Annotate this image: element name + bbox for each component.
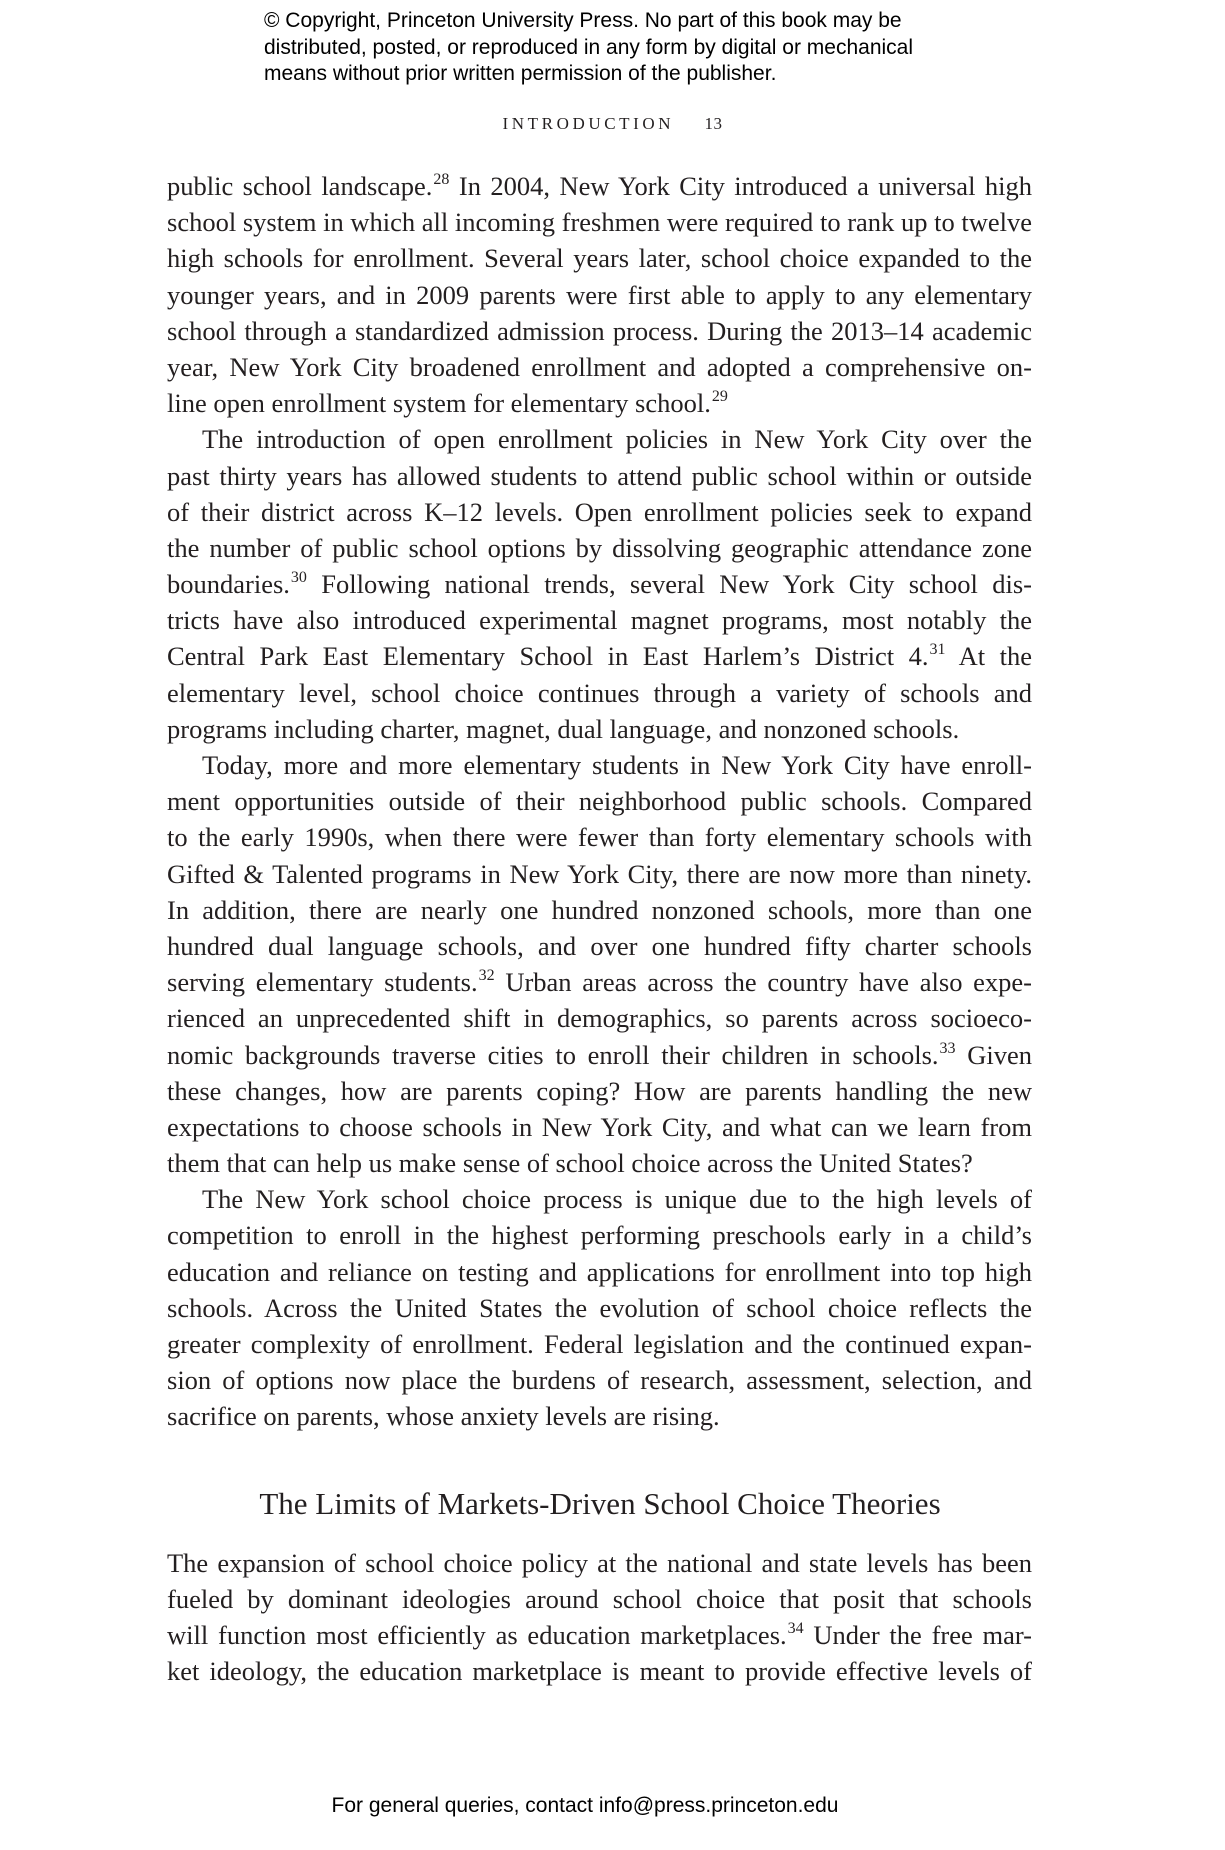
text-line: schools. Across the United States the evolution of school choice reflects the [167,1292,1032,1323]
text-line: The introduction of open enrollment policies in New York City over the [202,424,1032,455]
text-line: the number of public school options by dissolving geographic attendance zone [167,532,1032,563]
text-line: nomic backgrounds traverse cities to enroll their children in schools.$^{33}$ Given [167,1039,1033,1070]
text-line: The New York school choice process is unique due to the high levels of [202,1184,1032,1215]
text-line: school system in which all incoming freshmen were required to rank up to twelve [167,207,1032,238]
text-line: these changes, how are parents coping? How are parents handling the new [167,1075,1032,1106]
text-line: programs including charter, magnet, dual language, and nonzoned schools. [167,713,960,744]
text-line: line open enrollment system for elementary school.$^{29}$ [167,388,728,419]
text-line: high schools for enrollment. Several years later, school choice expanded to the [167,243,1032,274]
text-line: elementary level, school choice continues through a variety of schools and [167,677,1032,708]
copyright-notice [264,8,984,88]
footer-contact: For general queries, contact info@press.princeton.edu [331,1794,839,1817]
text-line: competition to enroll in the highest performing preschools early in a child’s [167,1220,1032,1251]
paragraph [167,168,1032,421]
footnote-reference[interactable]: 33 [939,1039,956,1057]
text-line: In addition, there are nearly one hundred nonzoned schools, more than one [167,894,1032,925]
text-line: greater complexity of enrollment. Federal legislation and the continued expan- [167,1329,1032,1359]
text-line: serving elementary students.$^{32}$ Urban areas across the country have also expe- [167,967,1032,998]
text-line: education and reliance on testing and applications for enrollment into top high [167,1256,1032,1287]
text-line: ket ideology, the education marketplace is meant to provide effective levels of [167,1656,1032,1686]
paragraph [167,1545,1032,1689]
text-line: to the early 1990s, when there were fewer than forty elementary schools with [167,822,1032,853]
footnote-reference[interactable]: 30 [290,569,307,587]
text-line: tricts have also introduced experimental magnet programs, most notably the [167,605,1032,636]
paragraph [167,421,1032,747]
text-line: younger years, and in 2009 parents were first able to apply to any elementary [167,279,1032,310]
text-line: of their district across K–12 levels. Open enrollment policies seek to expand [167,496,1032,527]
text-line: hundred dual language schools, and over one hundred fifty charter schools [167,930,1032,961]
text-line: year, New York City broadened enrollment and adopted a comprehensive on- [167,351,1032,382]
paragraph [167,747,1032,1181]
text-line: Gifted & Talented programs in New York City, there are now more than ninety. [167,858,1032,889]
running-head [0,112,1225,136]
body-text [167,168,1032,1435]
footnote-reference[interactable]: 32 [478,967,495,985]
text-line: Central Park East Elementary School in East Harlem’s District 4.31 At the [167,641,1032,672]
page-number: 13 [704,114,723,133]
text-line: ment opportunities outside of their neighborhood public schools. Compared [167,786,1032,817]
section-body-text [167,1545,1032,1689]
text-line: will function most efficiently as education marketplaces.$^{34}$ Under the free mar- [167,1620,1033,1650]
text-line: sion of options now place the burdens of research, assessment, selection, and [167,1365,1032,1396]
text-line: The expansion of school choice policy at the national and state levels has been [167,1548,1032,1578]
text-line: rienced an unprecedented shift in demographics, so parents across socioeco- [167,1003,1032,1034]
text-line: expectations to choose schools in New York City, and what can we learn from [167,1111,1032,1142]
text-line: public school landscape.$^{28}$ In 2004, New York City introduced a universal high [167,171,1032,201]
copyright-line: distributed, posted, or reproduced in any form by digital or mechanical [264,35,914,59]
section-heading: The Limits of Markets-Driven School Choice Theories [259,1486,941,1521]
text-line: sacrifice on parents, whose anxiety levels are rising. [167,1401,720,1432]
copyright-line: © Copyright, Princeton University Press. No part of this book may be [264,9,902,32]
text-line: past thirty years has allowed students to attend public school within or outside [167,460,1032,491]
footnote-reference[interactable]: 28 [433,171,450,188]
text-line: Today, more and more elementary students in New York City have enroll- [202,750,1032,780]
copyright-line: means without prior written permission of the publisher. [264,62,777,85]
text-line: school through a standardized admission process. During the 2013–14 academic [167,315,1032,346]
text-line: boundaries.$^{30}$ Following national trends, several New York City school dis- [167,569,1032,600]
running-head-title: INTRODUCTION [502,114,675,133]
paragraph [167,1181,1032,1434]
footnote-reference[interactable]: 34 [787,1620,804,1637]
footnote-reference[interactable]: 31 [929,641,946,659]
footnote-reference[interactable]: 29 [711,388,728,406]
text-line: fueled by dominant ideologies around school choice that posit that schools [167,1584,1032,1614]
text-line: them that can help us make sense of school choice across the United States? [167,1148,973,1179]
